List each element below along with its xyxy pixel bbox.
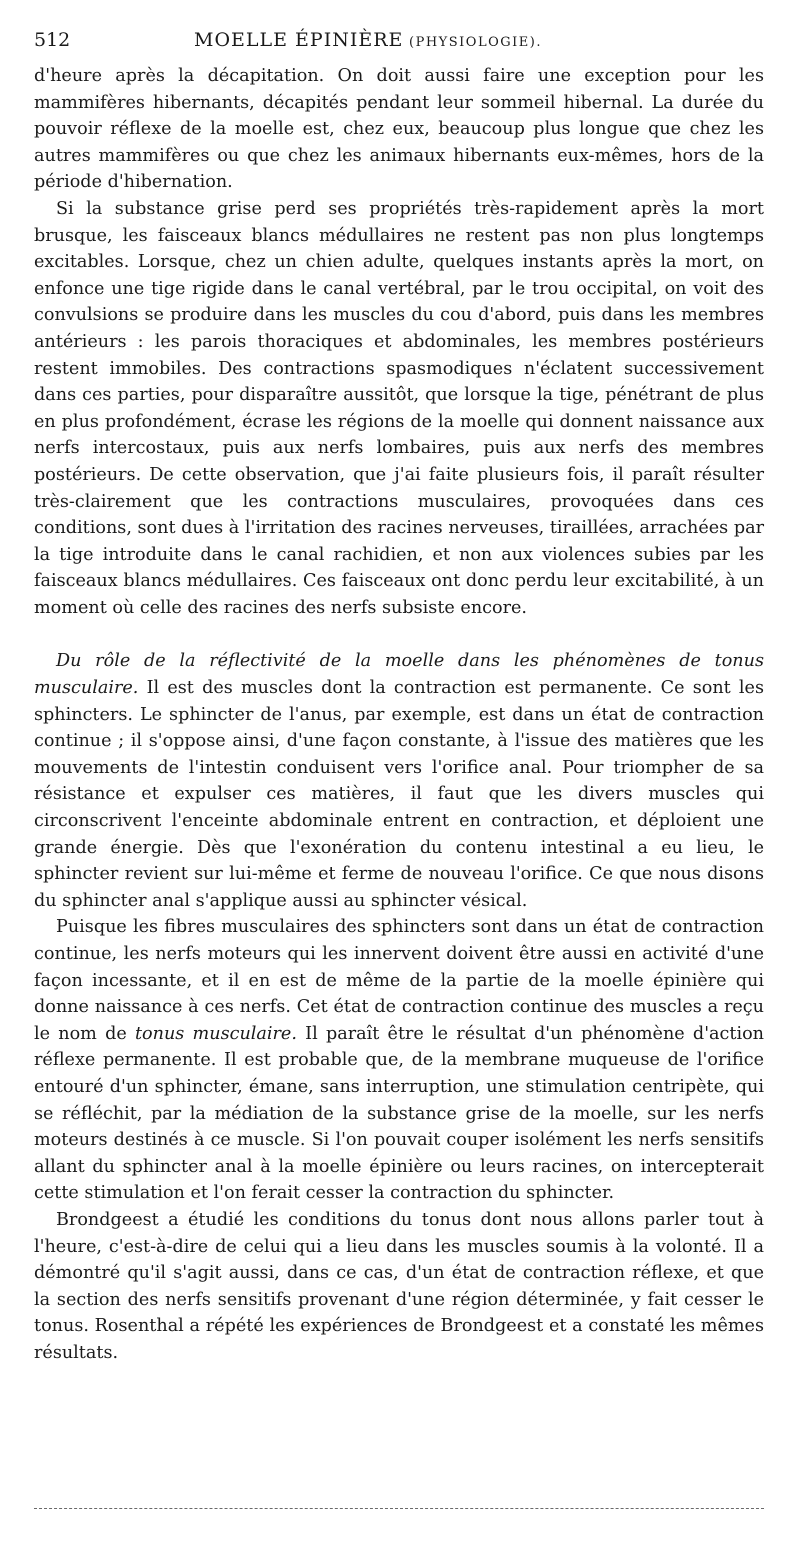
running-subtitle xyxy=(403,31,542,55)
running-head xyxy=(34,28,764,55)
paragraph: Si la substance grise perd ses propriétés très-rapidement après la mort brusque, les faisceaux blancs médullaires ne restent pas non plus longtemps excitables. Lorsque, chez un chien adulte, quelques instants après la mort, on enfonce une tige rigide dans le canal vertébral, par le trou occipital, on voit des convulsions se produire dans les muscles du cou d'abord, puis dans les membres antérieurs : les parois thoraciques et abdominales, les membres postérieurs restent immobiles. Des contractions spasmodiques n'éclatent successivement dans ces parties, pour disparaître aussitôt, que lorsque la tige, pénétrant de plus en plus profondément, écrase les régions de la moelle qui donnent naissance aux nerfs intercostaux, puis aux nerfs lombaires, puis aux nerfs des membres postérieurs. De cette observation, que j'ai faite plusieurs fois, il paraît résulter très-clairement que les contractions musculaires, provoquées dans ces conditions, sont dues à l'irritation des racines nerveuses, tiraillées, arrachées par la tige introduite dans le canal rachidien, et non aux violences subies par les faisceaux blancs médullaires. Ces faisceaux ont donc perdu leur excitabilité, à un moment où celle des racines des nerfs subsiste encore. xyxy=(34,198,764,618)
running-title: MOELLE ÉPINIÈRE xyxy=(194,29,404,51)
paragraph-text: Puisque les fibres musculaires des sphincters sont dans un état de contraction continue, les nerfs moteurs qui les innervent doivent être aussi en activité d'une façon incessante, et il en est de même de la partie de la moelle épinière qui donne naissance à ces nerfs. Cet état de contraction continue des muscles a reçu le nom de xyxy=(34,917,764,1044)
section-spacer xyxy=(34,621,764,648)
section-heading: Du rôle de la réflectivité de la moelle dans les phénomènes de tonus musculaire. xyxy=(34,651,764,699)
body-text xyxy=(34,63,764,1367)
paragraph-text: Il paraît être le résultat d'un phénomène d'action réflexe permanente. Il est probable que, de la membrane muqueuse de l'orifice entouré d'un sphincter, émane, sans interruption, une stimulation centripète, qui se réfléchit, par la médiation de la substance grise de la moelle, sur les nerfs moteurs destinés à ce muscle. Si l'on pouvait couper isolément les nerfs sensitifs allant du sphincter anal à la moelle épinière ou leurs racines, on intercepterait cette stimulation et l'on ferait cesser la contraction du sphincter. xyxy=(34,1023,764,1204)
running-subtitle-text: (PHYSIOLOGIE). xyxy=(409,35,542,50)
section-text: Il est des muscles dont la contraction est permanente. Ce sont les sphincters. Le sphincter de l'anus, par exemple, est dans un état de contraction continue ; il s'oppose ainsi, d'une façon constante, à l'issue des matières que les mouvements de l'intestin conduisent vers l'orifice anal. Pour triompher de sa résistance et expulser ces matières, il faut que les divers muscles qui circonscrivent l'enceinte abdominale entrent en contraction, et déploient une grande énergie. Dès que l'exonération du contenu intestinal a eu lieu, le sphincter revient sur lui-même et ferme de nouveau l'orifice. Ce que nous disons du sphincter anal s'applique aussi au sphincter vésical. xyxy=(34,678,764,911)
paragraph: Brondgeest a étudié les conditions du tonus dont nous allons parler tout à l'heure, c'est-à-dire de celui qui a lieu dans les muscles soumis à la volonté. Il a démontré qu'il s'agit aussi, dans ce cas, d'un état de contraction réflexe, et que la section des nerfs sensitifs provenant d'une région déterminée, y fait cesser le tonus. Rosenthal a répété les expériences de Brondgeest et a constaté les mêmes résultats. xyxy=(34,1209,764,1363)
italic-term: tonus musculaire. xyxy=(134,1023,297,1044)
paragraph: d'heure après la décapitation. On doit aussi faire une exception pour les mammifères hibernants, décapités pendant leur sommeil hibernal. La durée du pouvoir réflexe de la moelle est, chez eux, beaucoup plus longue que chez les autres mammifères ou que chez les animaux hibernants eux-mêmes, hors de la période d'hibernation. xyxy=(34,66,764,193)
bottom-dotted-rule xyxy=(34,1508,764,1509)
paragraph xyxy=(34,914,764,1207)
section-first-paragraph xyxy=(34,648,764,914)
page-number: 512 xyxy=(34,29,71,51)
